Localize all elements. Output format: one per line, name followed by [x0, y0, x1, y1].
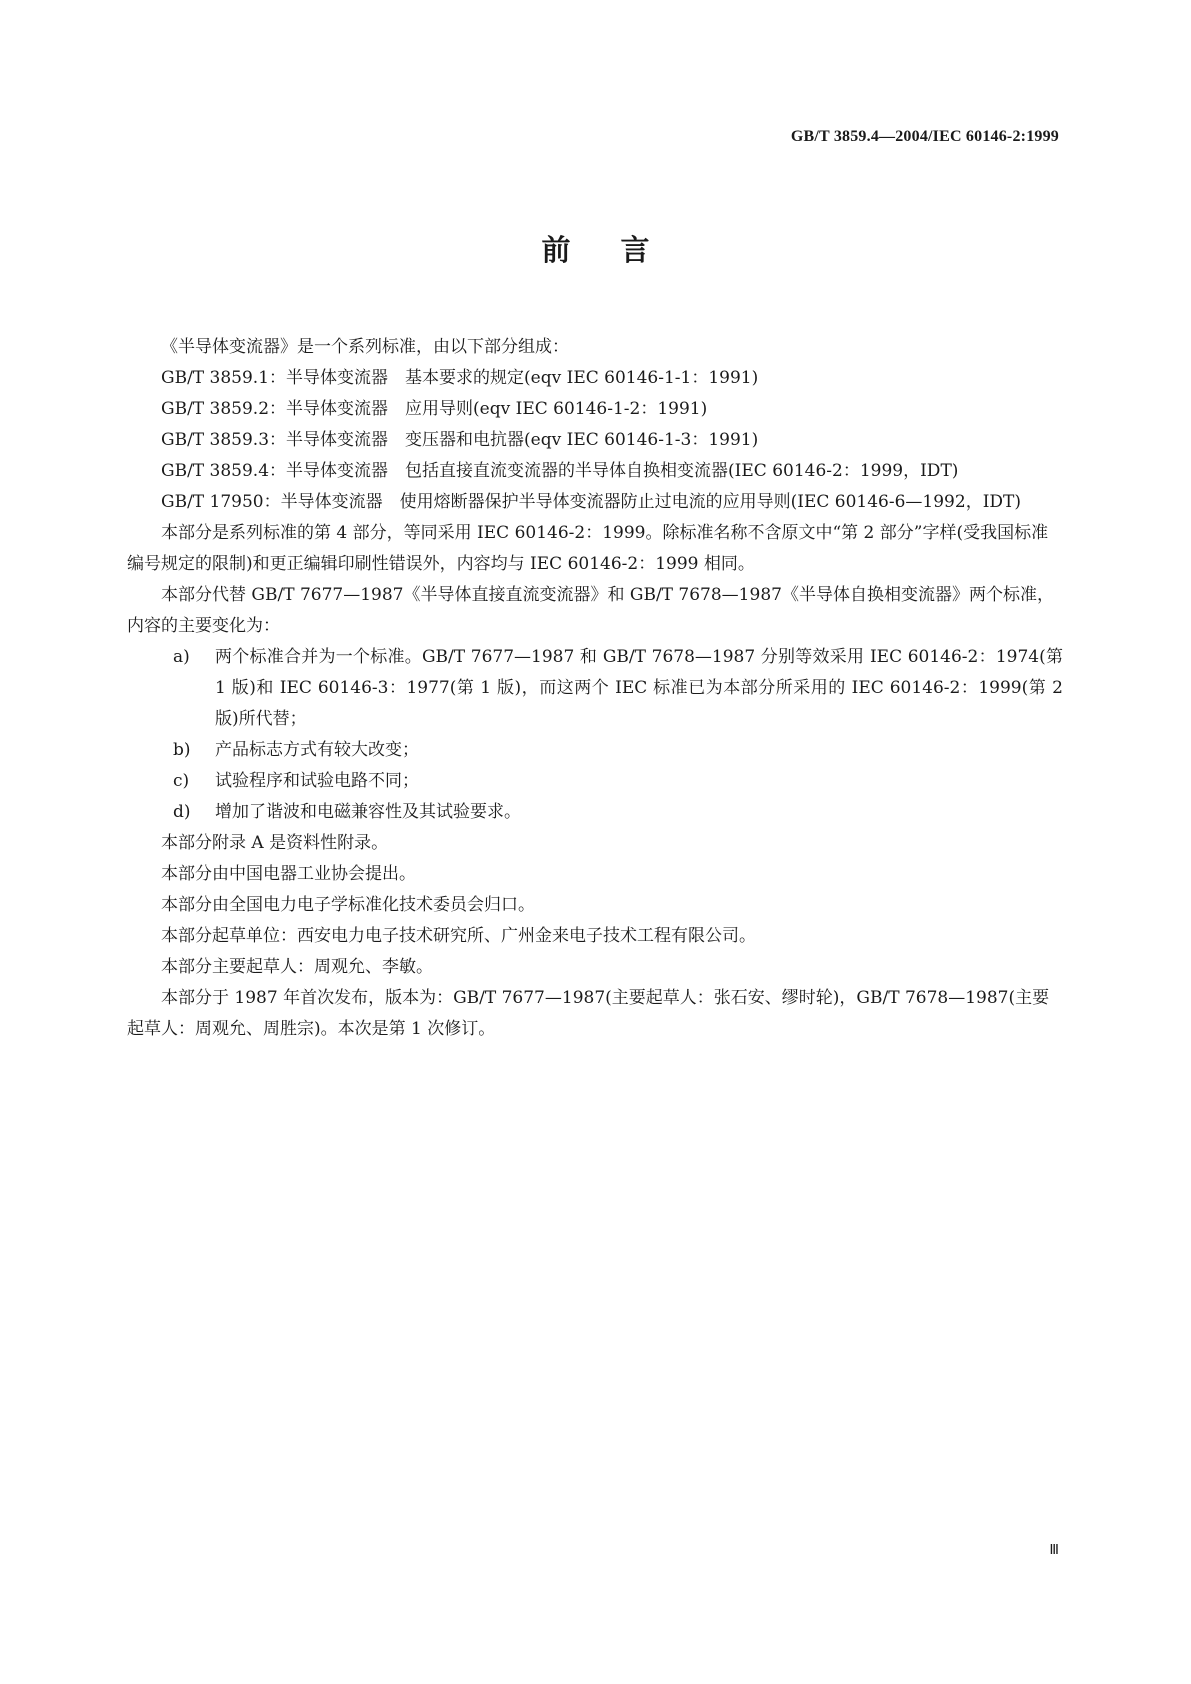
appendix-paragraph: 本部分附录 A 是资料性附录。 — [161, 833, 389, 853]
replacement-paragraph: 本部分代替 GB/T 7677—1987《半导体直接直流变流器》和 GB/T 7678—1987《半导体自换相变流器》两个标准，内容的主要变化为： — [127, 585, 1054, 636]
standard-part-3: GB/T 3859.3：半导体变流器 变压器和电抗器(eqv IEC 60146-1-3：1991) — [161, 430, 759, 450]
change-item-d — [127, 797, 1063, 828]
history-paragraph: 本部分于 1987 年首次发布，版本为：GB/T 7677—1987(主要起草人：张石安、缪时轮)，GB/T 7678—1987(主要起草人：周观允、周胜宗)。本次是第 1 次修订。 — [127, 988, 1050, 1039]
standard-part-5: GB/T 17950：半导体变流器 使用熔断器保护半导体变流器防止过电流的应用导则(IEC 60146-6—1992，IDT) — [161, 492, 1022, 512]
title-char-2: 言 — [620, 233, 650, 267]
standard-part-2: GB/T 3859.2：半导体变流器 应用导则(eqv IEC 60146-1-2：1991) — [161, 399, 708, 419]
managed-by-paragraph: 本部分由全国电力电子学标准化技术委员会归口。 — [161, 895, 535, 915]
standard-part-4: GB/T 3859.4：半导体变流器 包括直接直流变流器的半导体自换相变流器(IEC 60146-2：1999，IDT) — [161, 461, 959, 481]
page-number: Ⅲ — [1049, 1543, 1059, 1558]
list-item-text: 产品标志方式有较大改变； — [215, 740, 419, 760]
list-item-text: 两个标准合并为一个标准。GB/T 7677—1987 和 GB/T 7678—1987 分别等效采用 IEC 60146-2：1974(第 1 版)和 IEC 60146-3：1977(第 1 版)，而这两个 IEC 标准已为本部分所采用的 IEC 60146-2：1999(第 2 版)所代替； — [215, 647, 1063, 729]
change-item-b — [127, 735, 1063, 766]
intro-paragraph: 《半导体变流器》是一个系列标准，由以下部分组成： — [161, 337, 569, 357]
list-item-text: 试验程序和试验电路不同； — [215, 771, 419, 791]
list-marker: a) — [173, 647, 190, 667]
preface-body — [127, 332, 1063, 1045]
drafters-paragraph: 本部分主要起草人：周观允、李敏。 — [161, 957, 433, 977]
list-item-text: 增加了谐波和电磁兼容性及其试验要求。 — [215, 802, 521, 822]
standard-part-1: GB/T 3859.1：半导体变流器 基本要求的规定(eqv IEC 60146-1-1：1991) — [161, 368, 759, 388]
title-char-1: 前 — [541, 233, 571, 267]
list-marker: b) — [173, 740, 191, 760]
drafting-unit-paragraph: 本部分起草单位：西安电力电子技术研究所、广州金来电子技术工程有限公司。 — [161, 926, 756, 946]
change-item-a — [127, 642, 1063, 735]
proposed-by-paragraph: 本部分由中国电器工业协会提出。 — [161, 864, 416, 884]
page-title — [0, 228, 1191, 269]
change-item-c — [127, 766, 1063, 797]
standard-number-header: GB/T 3859.4—2004/IEC 60146-2:1999 — [790, 128, 1059, 145]
list-marker: c) — [173, 771, 190, 791]
list-marker: d) — [173, 802, 191, 822]
equivalence-paragraph: 本部分是系列标准的第 4 部分，等同采用 IEC 60146-2：1999。除标准名称不含原文中“第 2 部分”字样(受我国标准编号规定的限制)和更正编辑印刷性错误外，内容均与 IEC 60146-2：1999 相同。 — [127, 523, 1049, 574]
